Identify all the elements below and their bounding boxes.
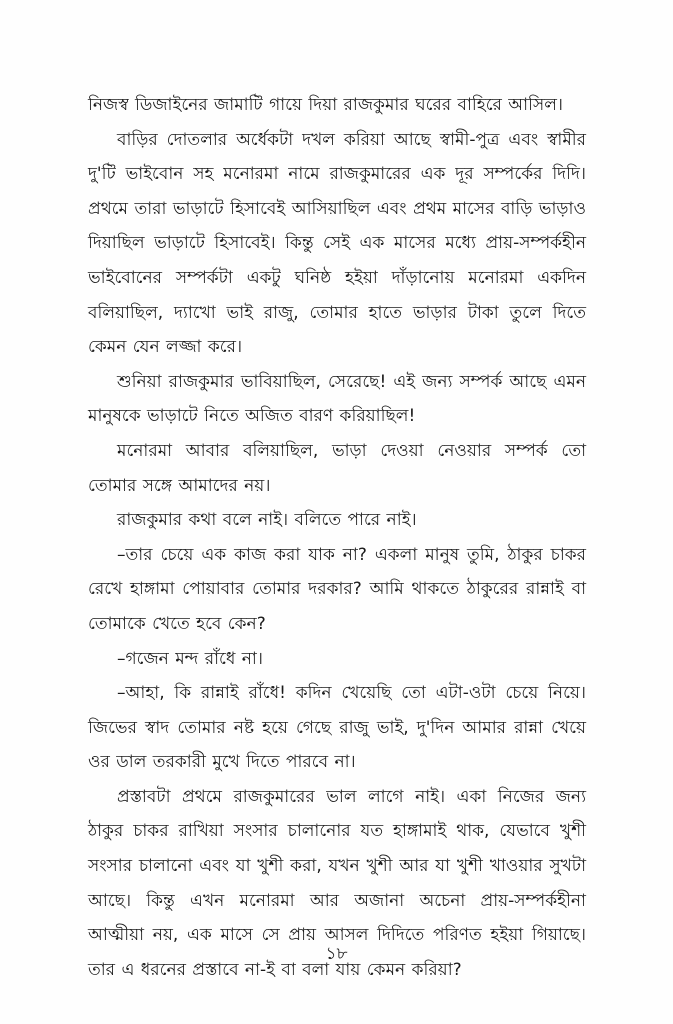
paragraph-4: মনোরমা আবার বলিয়াছিল, ভাড়া দেওয়া নেওয়ার সম্পর্ক তো তোমার সঙ্গে আমাদের নয়।	[88, 440, 586, 496]
paragraph-2: বাড়ির দোতলার অর্ধেকটা দখল করিয়া আছে স্বামী-পুত্র এবং স্বামীর দু'টি ভাইবোন সহ মনোরমা নামে রাজকুমারের এক দূর সম্পর্কের দিদি। প্রথমে তারা ভাড়াটে হিসাবেই আসিয়াছিল এবং প্রথম মাসের বাড়ি ভাড়াও দিয়াছিল ভাড়াটে হিসাবেই। কিন্তু সেই এক মাসের মধ্যে প্রায়-সম্পর্কহীন ভাইবোনের সম্পর্কটা একটু ঘনিষ্ঠ হইয়া দাঁড়ানোয় মনোরমা একদিন বলিয়াছিল, দ্যাখো ভাই রাজু, তোমার হাতে ভাড়ার টাকা তুলে দিতে কেমন যেন লজ্জা করে।	[88, 129, 586, 358]
paragraph-5: রাজকুমার কথা বলে নাই। বলিতে পারে নাই।	[117, 510, 417, 531]
body-text	[88, 88, 586, 987]
paragraph-1: নিজস্ব ডিজাইনের জামাটি গায়ে দিয়া রাজকুমার ঘরের বাহিরে আসিল।	[88, 95, 563, 115]
paragraph-6: –তার চেয়ে এক কাজ করা যাক না? একলা মানুষ তুমি, ঠাকুর চাকর রেখে হাঙ্গামা পোয়াবার তোমার দরকার? আমি থাকতে ঠাকুরের রান্নাই বা তোমাকে খেতে হবে কেন?	[88, 544, 586, 634]
paragraph-8: –আহা, কি রান্নাই রাঁধে! কদিন খেয়েছি তো এটা-ওটা চেয়ে নিয়ে। জিভের স্বাদ তোমার নষ্ট হয়ে গেছে রাজু ভাই, দু'দিন আমার রান্না খেয়ে ওর ডাল তরকারী মুখে দিতে পারবে না।	[88, 683, 586, 773]
paragraph-7: –গজেন মন্দ রাঁধে না।	[117, 648, 263, 669]
paragraph-9: প্রস্তাবটা প্রথমে রাজকুমারের ভাল লাগে নাই। একা নিজের জন্য ঠাকুর চাকর রাখিয়া সংসার চালানোর যত হাঙ্গামাই থাক, যেভাবে খুশী সংসার চালানো এবং যা খুশী করা, যখন খুশী আর যা খুশী খাওয়ার সুখটা আছে। কিন্তু এখন মনোরমা আর অজানা অচেনা প্রায়-সম্পর্কহীনা আত্মীয়া নয়, এক মাসে সে প্রায় আসল দিদিতে পরিণত হইয়া গিয়াছে। তার এ ধরনের প্রস্তাবে না-ই বা বলা যায় কেমন করিয়া?	[88, 786, 586, 980]
paragraph-3: শুনিয়া রাজকুমার ভাবিয়াছিল, সেরেছে! এই জন্য সম্পর্ক আছে এমন মানুষকে ভাড়াটে নিতে অজিত বারণ করিয়াছিল!	[88, 371, 586, 427]
page-number: ১৮	[325, 944, 348, 964]
